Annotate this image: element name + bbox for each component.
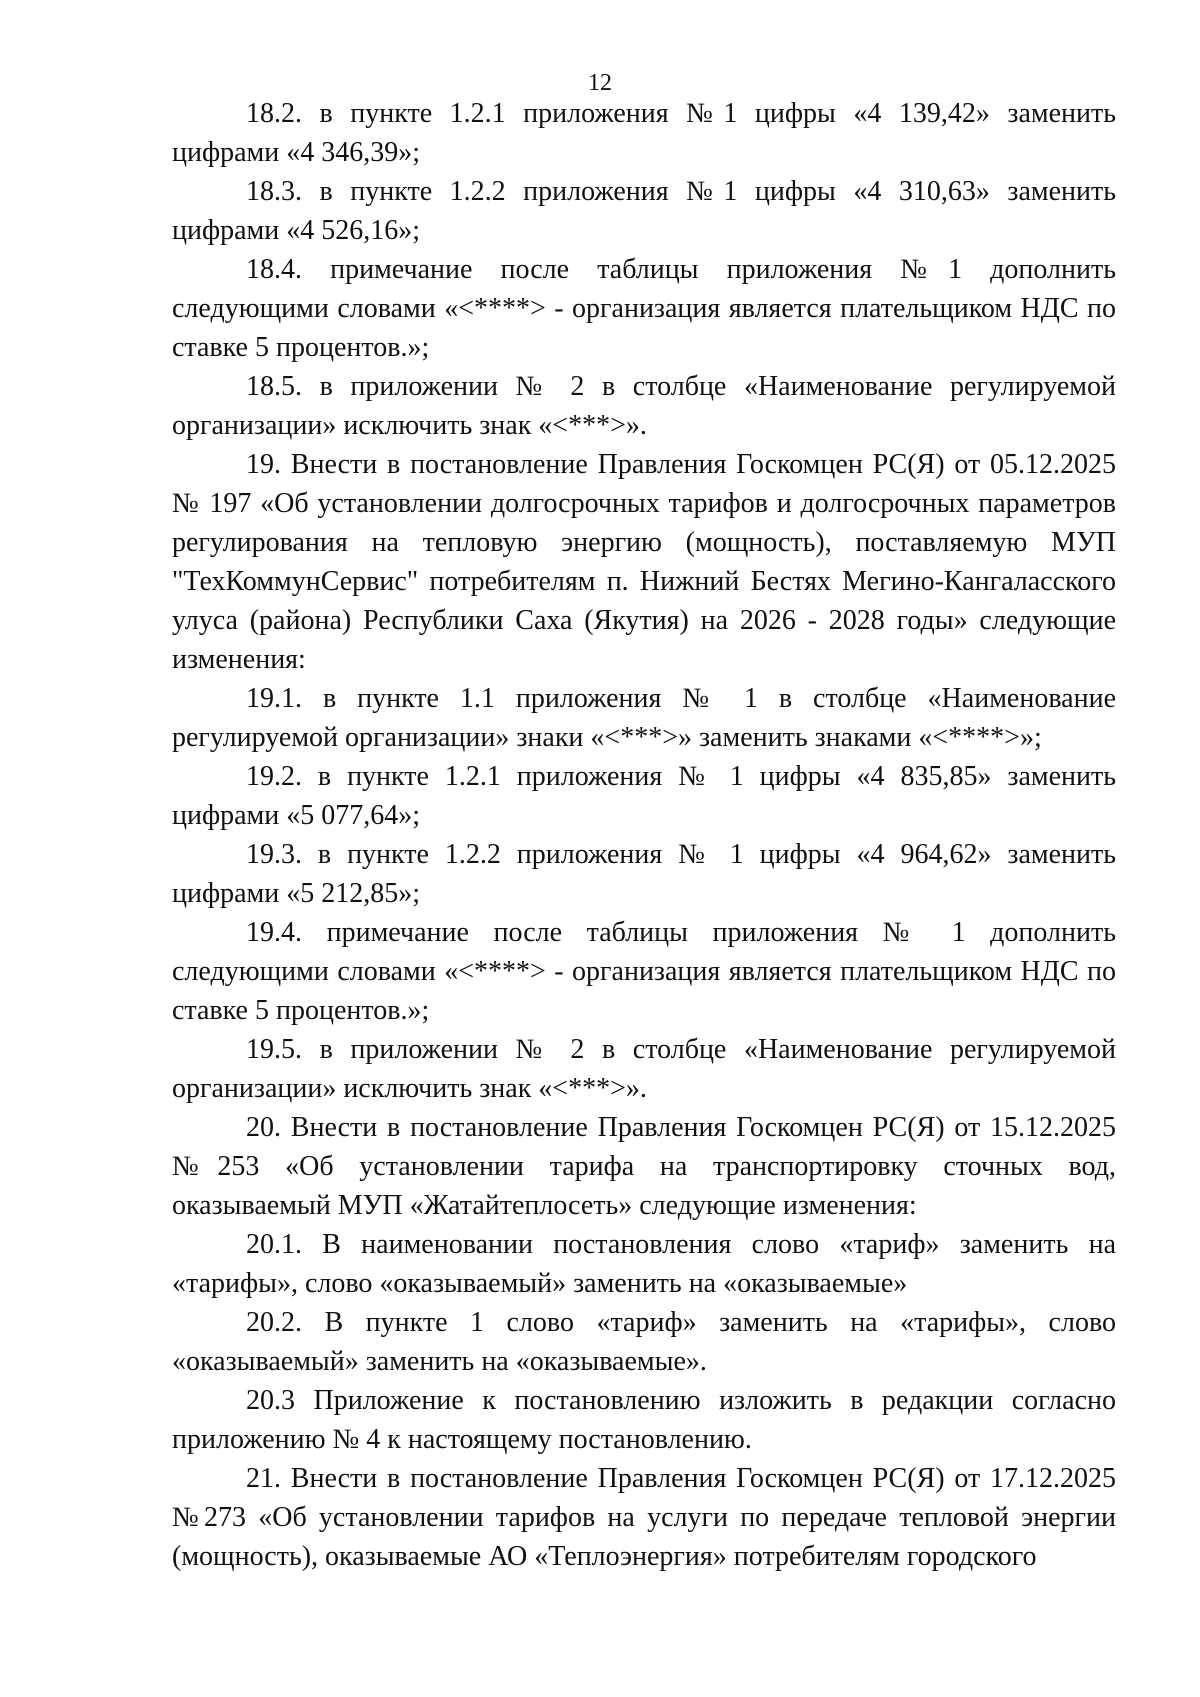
paragraph-20-1: 20.1. В наименовании постановления слово «тариф» заменить на «тарифы», слово «оказываемый» заменить на «оказываемые» [172, 1229, 1116, 1299]
page-number: 12 [588, 70, 612, 96]
paragraph-19: 19. Внести в постановление Правления Госкомцен РС(Я) от 05.12.2025 № 197 «Об установлении долгосрочных тарифов и долгосрочных параметров регулирования на тепловую энергию (мощность), поставляемую МУП "ТехКоммунСервис" потребителям п. Нижний Бестях Мегино-Кангаласского улуса (района) Республики Саха (Якутия) на 2026 - 2028 годы» следующие изменения: [172, 449, 1116, 675]
paragraph-20-2: 20.2. В пункте 1 слово «тариф» заменить на «тарифы», слово «оказываемый» заменить на «оказываемые». [172, 1307, 1116, 1377]
paragraph-19-1: 19.1. в пункте 1.1 приложения № 1 в столбце «Наименование регулируемой организации» знаки «<***>» заменить знаками «<****>»; [172, 683, 1116, 753]
paragraph-18-3: 18.3. в пункте 1.2.2 приложения №1 цифры «4 310,63» заменить цифрами «4 526,16»; [172, 176, 1116, 246]
paragraph-19-5: 19.5. в приложении № 2 в столбце «Наименование регулируемой организации» исключить знак «<***>». [172, 1034, 1116, 1104]
paragraph-19-3: 19.3. в пункте 1.2.2 приложения № 1 цифры «4 964,62» заменить цифрами «5 212,85»; [172, 839, 1116, 909]
paragraph-19-2: 19.2. в пункте 1.2.1 приложения № 1 цифры «4 835,85» заменить цифрами «5 077,64»; [172, 761, 1116, 831]
paragraph-21: 21. Внести в постановление Правления Госкомцен РС(Я) от 17.12.2025 №273 «Об установлении тарифов на услуги по передаче тепловой энергии (мощность), оказываемые АО «Теплоэнергия» потребителям городского [172, 1463, 1116, 1572]
paragraph-20-3: 20.3 Приложение к постановлению изложить в редакции согласно приложению № 4 к настоящему постановлению. [172, 1385, 1116, 1455]
paragraph-19-4: 19.4. примечание после таблицы приложения № 1 дополнить следующими словами «<****> - организация является плательщиком НДС по ставке 5 процентов.»; [172, 917, 1116, 1026]
paragraph-18-2: 18.2. в пункте 1.2.1 приложения №1 цифры «4 139,42» заменить цифрами «4 346,39»; [172, 98, 1116, 168]
document-body [172, 94, 1116, 1576]
paragraph-18-4: 18.4. примечание после таблицы приложения №1 дополнить следующими словами «<****> - организация является плательщиком НДС по ставке 5 процентов.»; [172, 254, 1116, 363]
paragraph-18-5: 18.5. в приложении № 2 в столбце «Наименование регулируемой организации» исключить знак «<***>». [172, 371, 1116, 441]
paragraph-20: 20. Внести в постановление Правления Госкомцен РС(Я) от 15.12.2025 №253 «Об установлении тарифа на транспортировку сточных вод, оказываемый МУП «Жатайтеплосеть» следующие изменения: [172, 1112, 1116, 1221]
